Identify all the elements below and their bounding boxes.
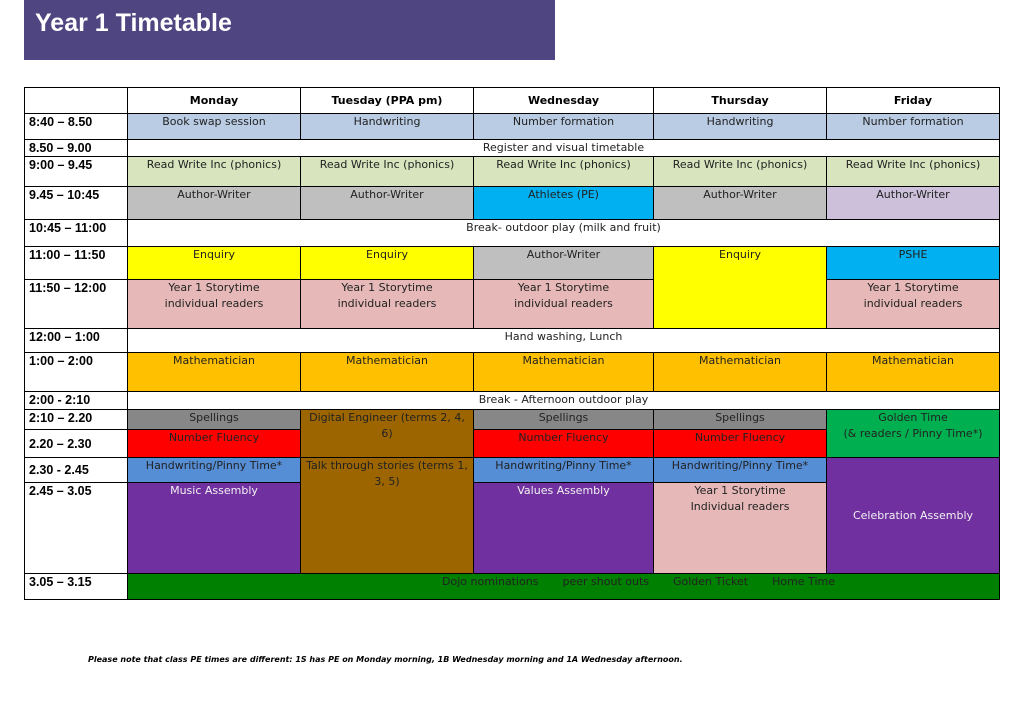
table-row bbox=[25, 140, 1000, 157]
time-cell: 2:10 – 2.20 bbox=[25, 410, 128, 430]
table-row bbox=[25, 247, 1000, 280]
table-row bbox=[25, 187, 1000, 220]
time-cell: 9:00 – 9.45 bbox=[25, 157, 128, 187]
lesson-cell: Break- outdoor play (milk and fruit) bbox=[128, 220, 1000, 247]
table-row bbox=[25, 410, 1000, 430]
cell-line: Individual readers bbox=[690, 500, 790, 513]
lesson-cell: Read Write Inc (phonics) bbox=[827, 157, 1000, 187]
time-cell: 9.45 – 10:45 bbox=[25, 187, 128, 220]
lesson-cell: Athletes (PE) bbox=[474, 187, 654, 220]
day-header-monday: Monday bbox=[128, 88, 301, 114]
lesson-cell: Music Assembly bbox=[128, 483, 301, 574]
cell-line: Year 1 Storytime bbox=[168, 281, 260, 294]
lesson-cell: Spellings bbox=[128, 410, 301, 430]
lesson-cell: Number Fluency bbox=[474, 430, 654, 458]
table-row bbox=[25, 392, 1000, 410]
lesson-cell: Author-Writer bbox=[654, 187, 827, 220]
table-row bbox=[25, 280, 1000, 329]
lesson-cell: Register and visual timetable bbox=[128, 140, 1000, 157]
lesson-cell: Number Fluency bbox=[128, 430, 301, 458]
corner-cell bbox=[25, 88, 128, 114]
cell-line: individual readers bbox=[164, 297, 264, 310]
lesson-cell: Author-Writer bbox=[301, 187, 474, 220]
end-of-day-items bbox=[130, 574, 997, 590]
dojo-label: Dojo nominations bbox=[442, 575, 539, 588]
time-cell: 2.20 – 2.30 bbox=[25, 430, 128, 458]
table-row bbox=[25, 353, 1000, 392]
lesson-cell: Number formation bbox=[827, 114, 1000, 140]
lesson-cell: Mathematician bbox=[474, 353, 654, 392]
lesson-cell: Enquiry bbox=[654, 247, 827, 329]
time-cell: 12:00 – 1:00 bbox=[25, 329, 128, 353]
lesson-cell: Digital Engineer (terms 2, 4, 6) bbox=[301, 410, 474, 458]
lesson-cell: Read Write Inc (phonics) bbox=[301, 157, 474, 187]
lesson-cell: Read Write Inc (phonics) bbox=[654, 157, 827, 187]
table-row bbox=[25, 157, 1000, 187]
cell-line: Year 1 Storytime bbox=[694, 484, 786, 497]
lesson-cell: Mathematician bbox=[827, 353, 1000, 392]
lesson-cell: Mathematician bbox=[654, 353, 827, 392]
lesson-cell: Read Write Inc (phonics) bbox=[128, 157, 301, 187]
table-row bbox=[25, 220, 1000, 247]
time-cell: 2.30 - 2.45 bbox=[25, 458, 128, 483]
lesson-cell: Mathematician bbox=[128, 353, 301, 392]
lesson-cell: Handwriting/Pinny Time* bbox=[128, 458, 301, 483]
time-cell: 11:00 – 11:50 bbox=[25, 247, 128, 280]
peer-label: peer shout outs bbox=[562, 575, 649, 588]
lesson-cell bbox=[827, 280, 1000, 329]
cell-line: Year 1 Storytime bbox=[341, 281, 433, 294]
lesson-cell: Enquiry bbox=[128, 247, 301, 280]
table-row bbox=[25, 458, 1000, 483]
lesson-cell: Handwriting bbox=[301, 114, 474, 140]
lesson-cell bbox=[654, 483, 827, 574]
cell-line: individual readers bbox=[863, 297, 963, 310]
header-row bbox=[25, 88, 1000, 114]
pe-note: Please note that class PE times are different: 1S has PE on Monday morning, 1B Wednesday morning and 1A Wednesday afternoon. bbox=[88, 655, 683, 664]
timetable bbox=[24, 87, 1000, 600]
cell-line: (& readers / Pinny Time*) bbox=[843, 427, 983, 440]
lesson-cell: Author-Writer bbox=[474, 247, 654, 280]
page-title: Year 1 Timetable bbox=[35, 9, 232, 37]
lesson-cell: Enquiry bbox=[301, 247, 474, 280]
lesson-cell: Book swap session bbox=[128, 114, 301, 140]
lesson-cell: Handwriting/Pinny Time* bbox=[654, 458, 827, 483]
time-cell: 2.45 – 3.05 bbox=[25, 483, 128, 574]
lesson-cell: Handwriting/Pinny Time* bbox=[474, 458, 654, 483]
lesson-cell: Handwriting bbox=[654, 114, 827, 140]
lesson-cell bbox=[301, 280, 474, 329]
time-cell: 8.50 – 9.00 bbox=[25, 140, 128, 157]
lesson-cell: Spellings bbox=[654, 410, 827, 430]
time-cell: 11:50 – 12:00 bbox=[25, 280, 128, 329]
lesson-cell: Number Fluency bbox=[654, 430, 827, 458]
day-header-thursday: Thursday bbox=[654, 88, 827, 114]
time-cell: 1:00 – 2:00 bbox=[25, 353, 128, 392]
time-cell: 8:40 – 8.50 bbox=[25, 114, 128, 140]
cell-line: Year 1 Storytime bbox=[867, 281, 959, 294]
lesson-cell: Break - Afternoon outdoor play bbox=[128, 392, 1000, 410]
time-cell: 3.05 – 3.15 bbox=[25, 574, 128, 600]
home-time-label: Home Time bbox=[772, 575, 835, 588]
lesson-cell bbox=[128, 280, 301, 329]
table-row bbox=[25, 114, 1000, 140]
table-row bbox=[25, 329, 1000, 353]
time-cell: 2:00 - 2:10 bbox=[25, 392, 128, 410]
lesson-cell bbox=[474, 280, 654, 329]
cell-line: Year 1 Storytime bbox=[517, 281, 610, 294]
cell-line: Golden Time bbox=[878, 411, 948, 424]
cell-line: individual readers bbox=[514, 297, 613, 310]
lesson-cell bbox=[827, 410, 1000, 458]
time-cell: 10:45 – 11:00 bbox=[25, 220, 128, 247]
table-row bbox=[25, 574, 1000, 600]
day-header-wednesday: Wednesday bbox=[474, 88, 654, 114]
lesson-cell: Values Assembly bbox=[474, 483, 654, 574]
lesson-cell: Spellings bbox=[474, 410, 654, 430]
lesson-cell: Read Write Inc (phonics) bbox=[474, 157, 654, 187]
lesson-cell: Author-Writer bbox=[827, 187, 1000, 220]
lesson-cell: Hand washing, Lunch bbox=[128, 329, 1000, 353]
end-of-day-cell bbox=[128, 574, 1000, 600]
day-header-friday: Friday bbox=[827, 88, 1000, 114]
golden-ticket-label: Golden Ticket bbox=[673, 575, 749, 588]
title-banner bbox=[24, 0, 555, 60]
lesson-cell: Talk through stories (terms 1, 3, 5) bbox=[301, 458, 474, 574]
day-header-tuesday: Tuesday (PPA pm) bbox=[301, 88, 474, 114]
cell-line: individual readers bbox=[337, 297, 437, 310]
lesson-cell: Mathematician bbox=[301, 353, 474, 392]
lesson-cell: PSHE bbox=[827, 247, 1000, 280]
lesson-cell: Number formation bbox=[474, 114, 654, 140]
lesson-cell: Author-Writer bbox=[128, 187, 301, 220]
lesson-cell: Celebration Assembly bbox=[827, 458, 1000, 574]
